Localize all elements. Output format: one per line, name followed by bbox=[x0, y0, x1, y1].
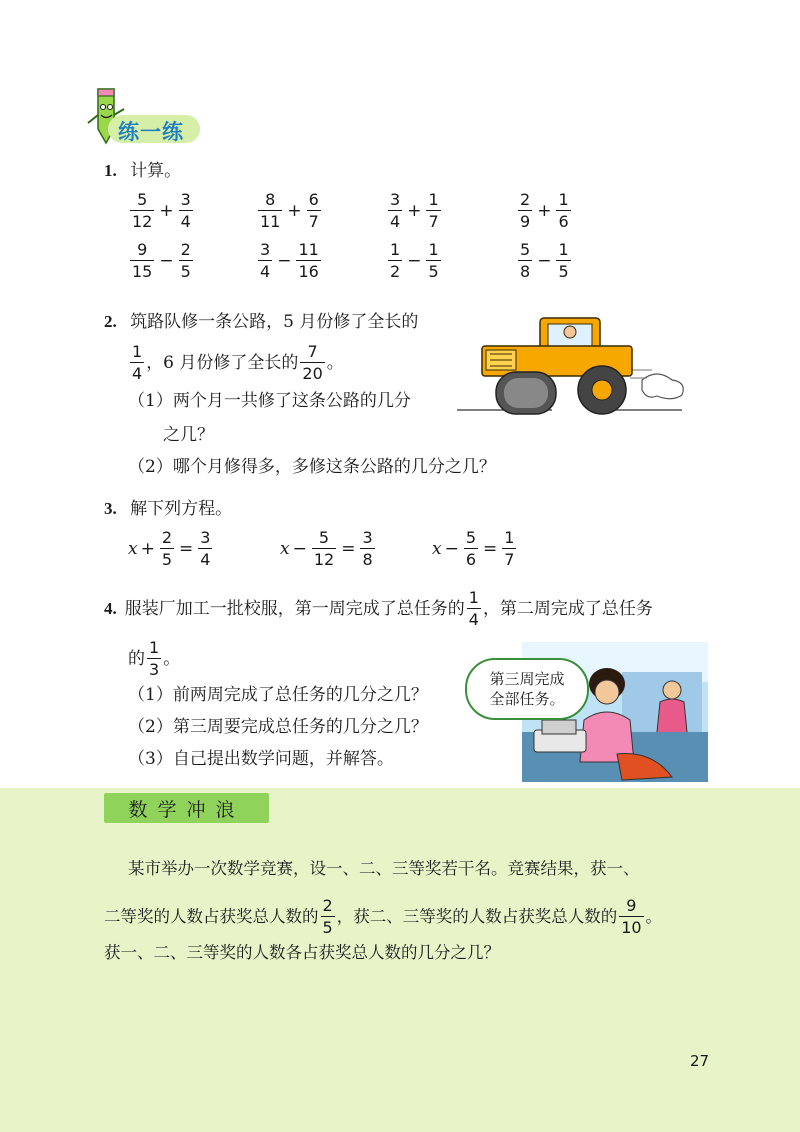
fraction: $\frac{3}{4}$ bbox=[260, 240, 271, 281]
fraction: $\frac{1}{5}$ bbox=[428, 240, 439, 281]
q4-line1: 4. 服装厂加工一批校服，第一周完成了总任务的 $\frac{1}{4}$ ，第二周完成了总任务 bbox=[104, 588, 653, 629]
fraction: $\frac{5}{8}$ bbox=[520, 240, 531, 281]
challenge-p2: 二等奖的人数占获奖总人数的 $\frac{2}{5}$ ，获二、三等奖的人数占获奖总人数的 $\frac{9}{10}$ 。 bbox=[104, 896, 663, 937]
q1-expr: $\frac{8}{11}$ + $\frac{6}{7}$ bbox=[260, 190, 319, 231]
q1-prompt: 计算。 bbox=[130, 161, 182, 181]
fraction: $\frac{1}{7}$ bbox=[428, 190, 439, 231]
fraction: $\frac{7}{20}$ bbox=[302, 342, 323, 383]
page-title: 练一练 bbox=[118, 120, 184, 144]
page-number: 27 bbox=[690, 1052, 710, 1070]
q2-line1: 2. 筑路队修一条公路，5 月份修了全长的 bbox=[104, 312, 419, 332]
q1-expr: $\frac{3}{4}$ − $\frac{11}{16}$ bbox=[260, 240, 319, 281]
q4-sub1: （1）前两周完成了总任务的几分之几？ bbox=[128, 685, 428, 705]
fraction: $\frac{2}{9}$ bbox=[520, 190, 531, 231]
fraction: $\frac{5}{12}$ bbox=[132, 190, 153, 231]
q3-equations bbox=[128, 528, 688, 574]
equation: x + $\frac{2}{5}$ = $\frac{3}{4}$ bbox=[128, 528, 211, 569]
speech-bubble: 第三周完成 全部任务。 bbox=[465, 658, 589, 720]
fraction: $\frac{3}{8}$ bbox=[362, 528, 373, 569]
q1-expr: $\frac{2}{9}$ + $\frac{1}{6}$ bbox=[520, 190, 569, 231]
fraction: $\frac{2}{5}$ bbox=[322, 896, 333, 937]
q1-row1 bbox=[128, 190, 688, 232]
fraction: $\frac{9}{10}$ bbox=[621, 896, 642, 937]
fraction: $\frac{1}{7}$ bbox=[504, 528, 515, 569]
fraction: $\frac{1}{4}$ bbox=[132, 342, 143, 383]
section-title: 数学冲浪 bbox=[104, 793, 269, 823]
q1-number: 1. bbox=[104, 161, 117, 180]
q1-expr: $\frac{5}{8}$ − $\frac{1}{5}$ bbox=[520, 240, 569, 281]
fraction: $\frac{3}{4}$ bbox=[180, 190, 191, 231]
q1-row2 bbox=[128, 240, 688, 282]
q1-expr: $\frac{5}{12}$ + $\frac{3}{4}$ bbox=[132, 190, 191, 231]
q4-line2: 的 $\frac{1}{3}$ 。 bbox=[128, 638, 181, 679]
fraction: $\frac{5}{12}$ bbox=[313, 528, 335, 569]
q4-sub2: （2）第三周要完成总任务的几分之几？ bbox=[128, 717, 428, 737]
fraction: $\frac{6}{7}$ bbox=[308, 190, 319, 231]
q1-expr: $\frac{1}{2}$ − $\frac{1}{5}$ bbox=[390, 240, 439, 281]
q3-heading bbox=[104, 498, 232, 520]
challenge-p3: 获一、二、三等奖的人数各占获奖总人数的几分之几？ bbox=[104, 943, 500, 962]
q4-sub3: （3）自己提出数学问题，并解答。 bbox=[128, 749, 394, 769]
fraction: $\frac{1}{4}$ bbox=[468, 588, 479, 629]
fraction: $\frac{9}{15}$ bbox=[132, 240, 153, 281]
fraction: $\frac{11}{16}$ bbox=[298, 240, 319, 281]
q1-expr: $\frac{3}{4}$ + $\frac{1}{7}$ bbox=[390, 190, 439, 231]
fraction: $\frac{1}{2}$ bbox=[390, 240, 401, 281]
q3-number: 3. bbox=[104, 499, 117, 518]
fraction: $\frac{3}{4}$ bbox=[390, 190, 401, 231]
equation: x − $\frac{5}{6}$ = $\frac{1}{7}$ bbox=[432, 528, 515, 569]
q1-heading bbox=[104, 160, 181, 182]
fraction: $\frac{3}{4}$ bbox=[200, 528, 211, 569]
q3-prompt: 解下列方程。 bbox=[130, 499, 233, 519]
fraction: $\frac{2}{5}$ bbox=[161, 528, 173, 569]
q4-number: 4. bbox=[104, 598, 117, 618]
q1-expr: $\frac{9}{15}$ − $\frac{2}{5}$ bbox=[132, 240, 191, 281]
equation: x − $\frac{5}{12}$ = $\frac{3}{8}$ bbox=[280, 528, 373, 569]
q2-line2: $\frac{1}{4}$ ，6 月份修了全长的 $\frac{7}{20}$ 。 bbox=[132, 342, 344, 383]
fraction: $\frac{5}{6}$ bbox=[465, 528, 477, 569]
road-roller-illustration bbox=[452, 310, 697, 422]
fraction: $\frac{1}{5}$ bbox=[558, 240, 569, 281]
q2-sub2: （2）哪个月修得多，多修这条公路的几分之几？ bbox=[128, 457, 496, 477]
fraction: $\frac{2}{5}$ bbox=[180, 240, 191, 281]
challenge-p1: 某市举办一次数学竞赛，设一、二、三等奖若干名。竞赛结果，获一、 bbox=[128, 859, 640, 878]
fraction: $\frac{1}{3}$ bbox=[149, 638, 160, 679]
q2-number: 2. bbox=[104, 312, 117, 331]
q2-sub1-cont: 之几？ bbox=[163, 425, 214, 445]
fraction: $\frac{8}{11}$ bbox=[260, 190, 281, 231]
q2-sub1: （1）两个月一共修了这条公路的几分 bbox=[128, 391, 411, 411]
header bbox=[78, 85, 208, 145]
fraction: $\frac{1}{6}$ bbox=[558, 190, 569, 231]
